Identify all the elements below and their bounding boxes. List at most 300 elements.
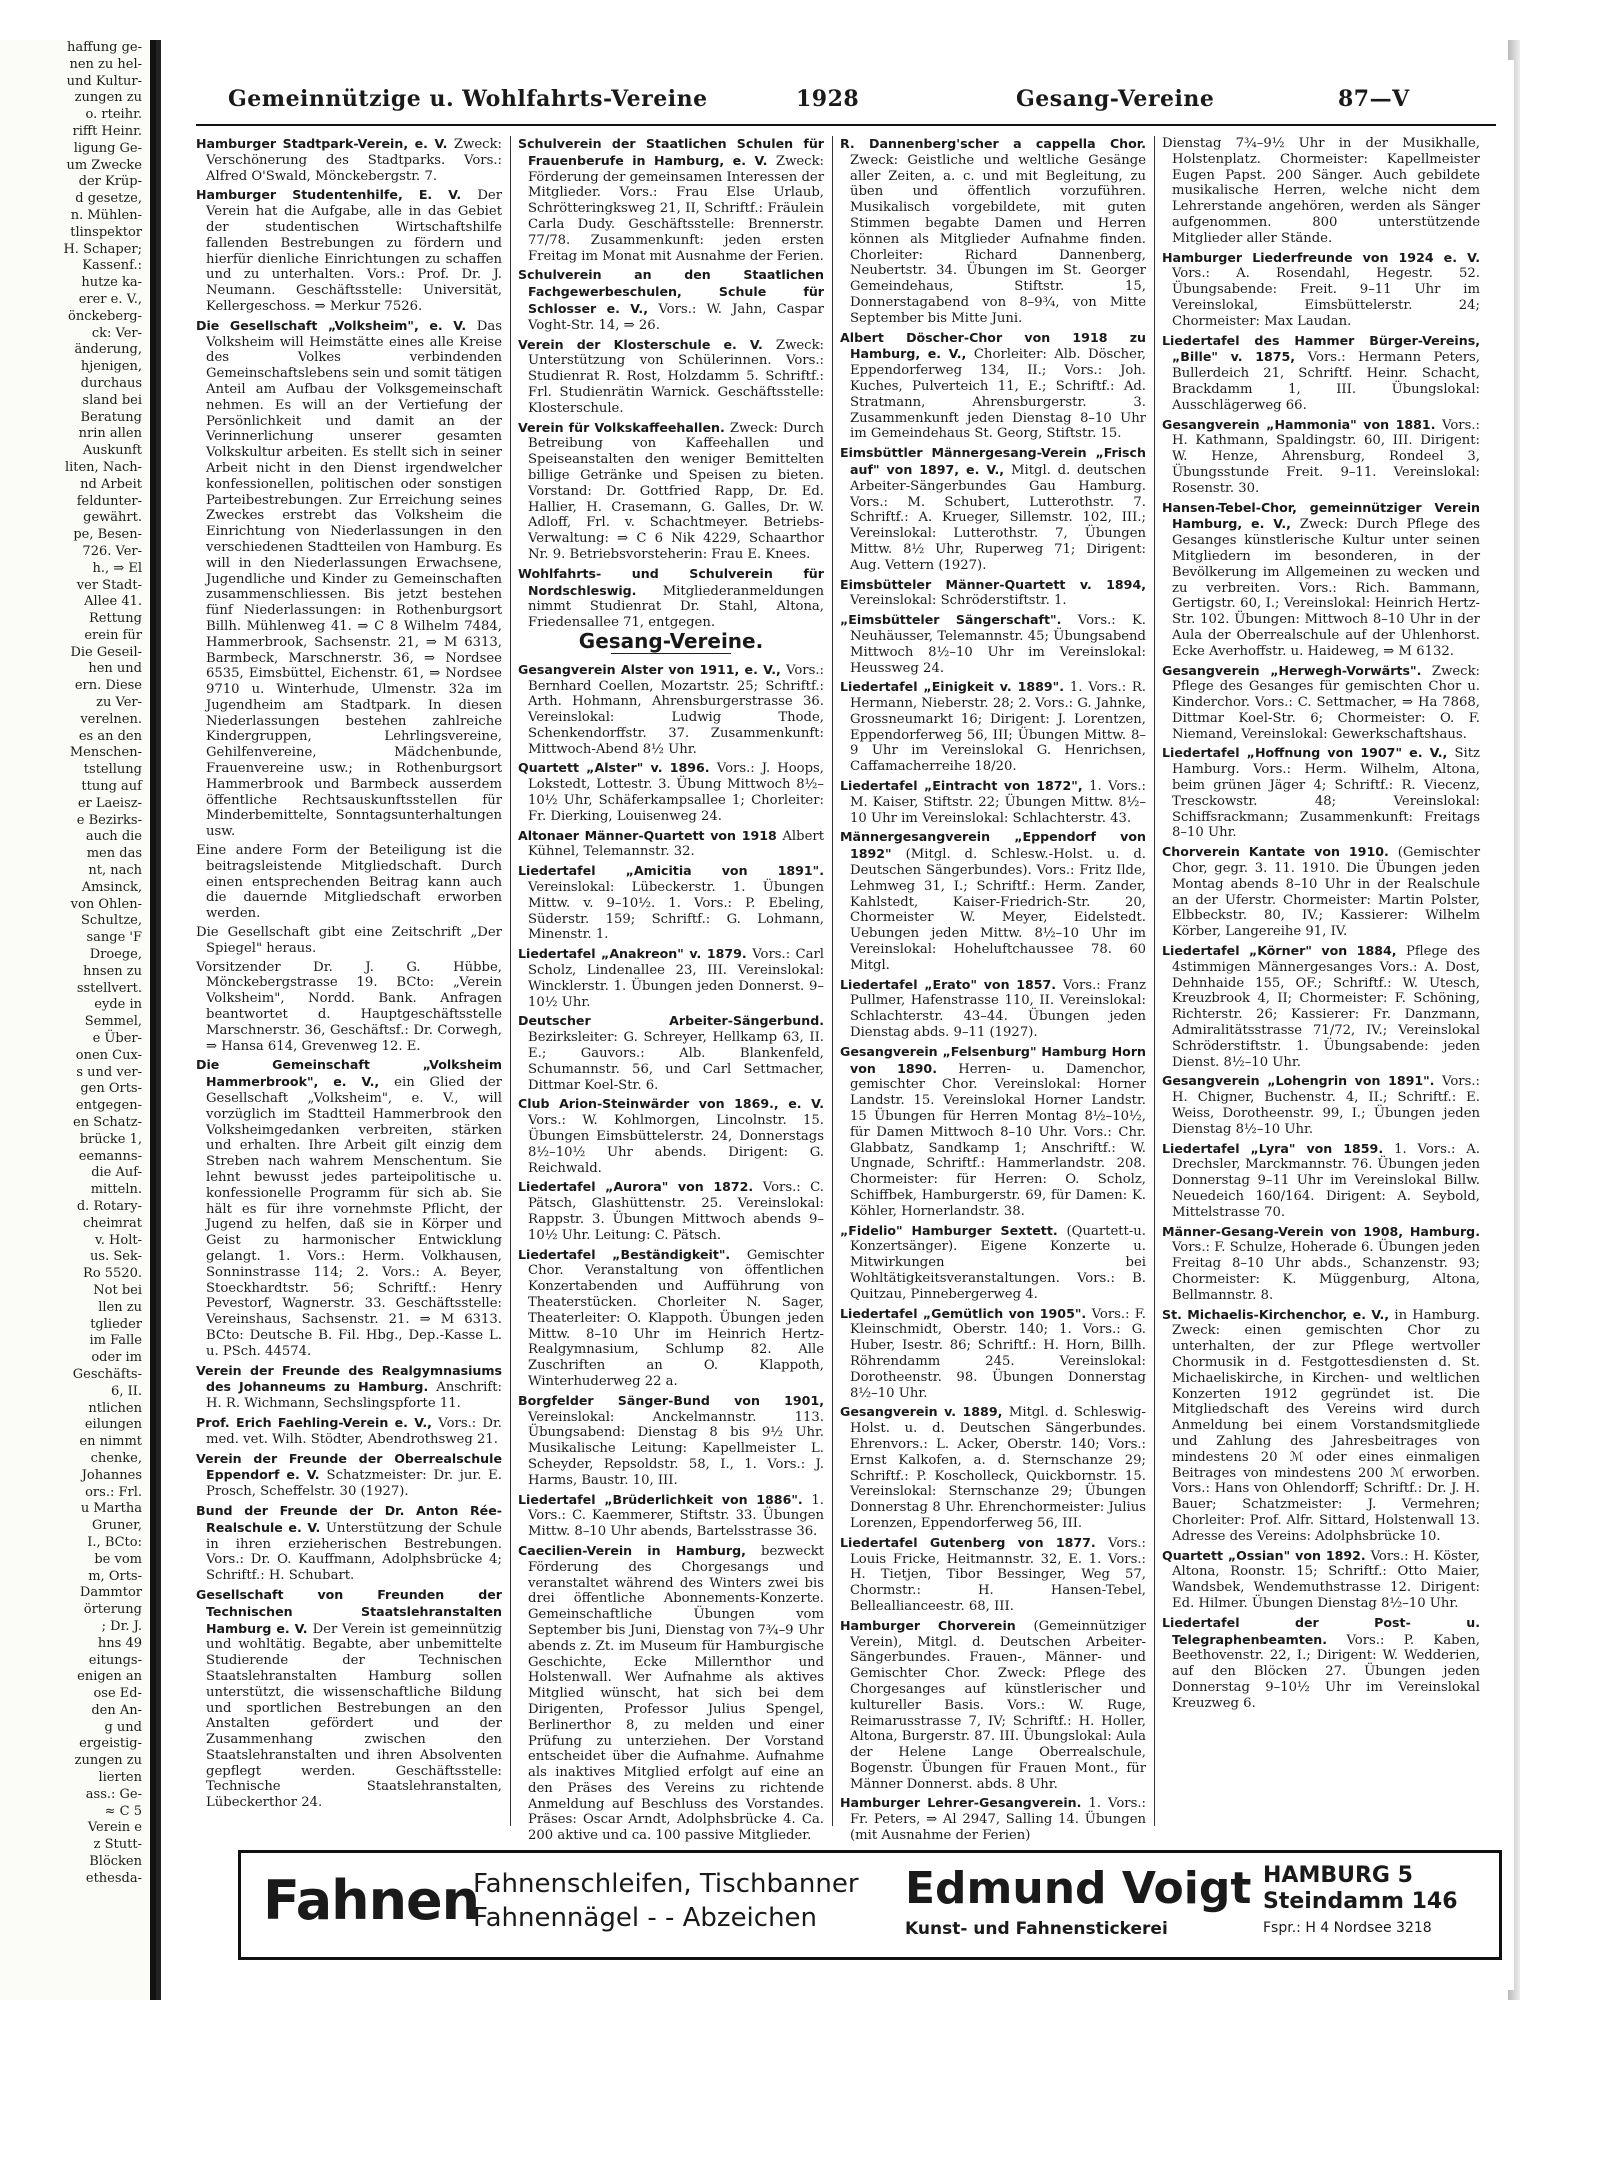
entry-text: Sitz Hamburg. Vors.: Herm. Wilhelm, Altona, beim grünen Jäger 4; Schriftf.: R. Viecenz, Tresckowstr. 48; Vereinslokal: Schiffsrackmann; Zusammenkunft: Freitags 8–10 Uhr.	[1172, 746, 1480, 841]
adjacent-page-fragment: rifft Heinr.	[72, 123, 142, 139]
directory-entry	[518, 946, 824, 1010]
ad-city: HAMBURG 5	[1263, 1863, 1413, 1888]
entry-name: Liedertafel der Post- u. Telegraphenbeamten.	[1162, 1614, 1480, 1647]
directory-entry	[1162, 745, 1480, 841]
adjacent-page-fragment: durchaus	[80, 375, 142, 391]
directory-entry	[518, 420, 824, 563]
column-4	[1162, 136, 1480, 1826]
adjacent-page-fragment: 6, II.	[111, 1383, 142, 1399]
directory-entry	[840, 1223, 1146, 1303]
entry-name: „Fidelio" Hamburger Sextett.	[840, 1222, 1067, 1238]
entry-name: Caecilien-Verein in Hamburg,	[518, 1542, 762, 1558]
adjacent-page-fragment: Ro 5520.	[83, 1266, 142, 1282]
directory-entry	[1162, 1073, 1480, 1137]
directory-entry	[518, 828, 824, 861]
adjacent-page-fragment: Beratung	[80, 409, 142, 425]
adjacent-page-fragment: m, Orts-	[88, 1568, 142, 1584]
ad-brand-name: Edmund Voigt	[905, 1863, 1252, 1914]
directory-entry	[1162, 943, 1480, 1070]
directory-entry	[1162, 136, 1480, 247]
adjacent-page-fragment: d gesetze,	[75, 191, 142, 207]
adjacent-page-fragment: entgegen-	[75, 1098, 142, 1114]
ad-product-list	[473, 1867, 859, 1935]
entry-text: Eine andere Form der Beteiligung ist die beitragsleistende Mitgliedschaft. Durch einen entsprechenden Beitrag kann auch die dauernde Mitgliedschaft erworben werden.	[196, 843, 502, 922]
entry-text: Zweck: Verschönerung des Stadtparks. Vors.: Alfred O'Swald, Mönckebergstr. 7.	[206, 137, 502, 184]
entry-name: Gesellschaft von Freunden der Technischen Staatslehranstalten Hamburg e. V.	[196, 1586, 502, 1636]
adjacent-page-fragment: Schultze,	[81, 913, 142, 929]
entry-name: St. Michaelis-Kirchenchor, e. V.,	[1162, 1306, 1395, 1322]
adjacent-page-fragment: nt, nach	[88, 863, 142, 879]
adjacent-page-fragment: liten, Nach-	[64, 459, 142, 475]
adjacent-page-fragment: nen zu hel-	[69, 56, 142, 72]
directory-entry	[1162, 333, 1480, 414]
entry-text: Dienstag 7¾–9½ Uhr in der Musikhalle, Holstenplatz. Chormeister: Kapellmeister Eugen Papst. 200 Sänger. Auch gebildete musikalische Herren, welche nicht dem Lehrerstande angehören, werden als Sänger aufgenommen. 800 unterstützende Mitglieder aller Stände.	[1162, 136, 1480, 246]
adjacent-page-fragment: änderung,	[74, 342, 142, 358]
entry-name: Liedertafel „Gemütlich von 1905".	[840, 1305, 1092, 1321]
adjacent-page-fragment: brücke 1,	[79, 1131, 142, 1147]
directory-entry	[840, 1535, 1146, 1615]
entry-name: Eimsbütteler Männer-Quartett v. 1894,	[840, 576, 1146, 592]
directory-entry	[840, 778, 1146, 826]
entry-text: Vors.: Franz Pullmer, Hafenstrasse 110, II. Vereinslokal: Schlachterstr. 43–44. Übungen jeden Dienstag abds. 9–11 (1927).	[850, 977, 1146, 1041]
entry-text: (Quartett-u. Konzertsänger). Eigene Konzerte u. Mitwirkungen bei Wohltätigkeitsveranstaltungen. Vors.: B. Quitzau, Pinnebergerweg 4.	[850, 1223, 1146, 1302]
directory-entry	[196, 843, 502, 922]
directory-entry	[518, 1179, 824, 1243]
adjacent-page-fragment: ergeistig-	[79, 1736, 142, 1752]
entry-name: Club Arion-Steinwärder von 1869., e. V.	[518, 1096, 824, 1112]
adjacent-page-fragment: I., BCto:	[87, 1534, 142, 1550]
adjacent-page-edge	[0, 40, 156, 2000]
adjacent-page-fragment: H. Schaper;	[63, 241, 142, 257]
adjacent-page-fragment: erein für	[84, 627, 142, 643]
entry-text: Vors.: Hermann Peters, Bullerdeich 21, Schriftf. Heinr. Schacht, Brackdamm 1, III. Übungslokal: Ausschlägerweg 66.	[1172, 350, 1480, 413]
adjacent-page-fragment: Kassenf.:	[82, 258, 142, 274]
adjacent-page-fragment: ethesda-	[85, 1870, 142, 1886]
running-header	[166, 86, 1506, 120]
adjacent-page-fragment: eilungen	[84, 1417, 142, 1433]
entry-text: Vereinslokal: Schröderstiftstr. 1.	[850, 593, 1067, 609]
adjacent-page-fragment: ck: Ver-	[91, 325, 142, 341]
entry-text: ein Glied der Gesellschaft „Volksheim", e. V., will vorzüglich im Stadtteil Hammerbrook den Volksheimgedanken verbreiten, stärken und erhalten. Ihre Arbeit gilt einzig dem Streben nach wahrem Menschentum. Sie lehnt bewusst jedes parteipolitische u. konfessionelle Programm für sich ab. Sie hält es für ihre vornehmste Pflicht, der Jugend zu helfen, daß sie in Körper und Geist zu harmonischer Entwicklung gelangt. 1. Vors.: Herm. Volkhausen, Sonninstrasse 114; 2. Vors.: A. Beyer, Stoeckhardtstr. 56; Schriftf.: Henry Pevestorf, Wagnerstr. 33. Geschäftsstelle: Vereinshaus, Sachsenstr. 21. ⇒ M 6313. BCto: Deutsche B. Fil. Hbg., Dep.-Kasse L. u. PSch. 44574.	[206, 1075, 502, 1359]
entry-name: Gesangverein v. 1889,	[840, 1404, 1009, 1420]
entry-name: Liedertafel „Körner" von 1884,	[1162, 943, 1406, 959]
adjacent-page-fragment: tlinspektor	[70, 224, 142, 240]
directory-entry	[518, 863, 824, 943]
column-2	[518, 136, 825, 1844]
adjacent-page-fragment: enigen an	[77, 1669, 142, 1685]
directory-entry	[518, 760, 824, 824]
entry-text: Unterstützung der Schule in ihren erzieherischen Bestrebungen. Vors.: Dr. O. Kauffmann, Adolphsbrücke 4; Schriftf.: H. Schubart.	[206, 1520, 502, 1584]
entry-text: Vors.: W. Kohlmorgen, Lincolnstr. 15. Übungen Eimsbüttelerstr. 24, Donnerstags 8½–10½ Uhr abends. Dirigent: G. Reichwald.	[528, 1113, 824, 1176]
entry-name: Liedertafel „Hoffnung von 1907" e. V.,	[1162, 745, 1455, 761]
entry-name: Verein der Freunde der Oberrealschule Eppendorf e. V.	[196, 1450, 502, 1483]
column-divider	[510, 136, 511, 1826]
adjacent-page-fragment: zungen zu	[74, 1753, 142, 1769]
directory-entry	[1162, 1224, 1480, 1304]
entry-text: Mitgl. d. deutschen Arbeiter-Sängerbundes Gau Hamburg. Vors.: M. Schubert, Lutterothstr. 7. Schriftf.: A. Krueger, Sillemstr. 102, III.; Vereinslokal: Lutterothstr. 7, Übungen Mittw. 8½ Uhr, Ruperweg 71; Dirigent: Aug. Vettern (1927).	[850, 462, 1147, 573]
directory-entry	[518, 1393, 824, 1489]
adjacent-page-fragment: eyde in	[94, 997, 142, 1013]
adjacent-page-fragment: v. Holt-	[94, 1232, 142, 1248]
entry-name: Altonaer Männer-Quartett von 1918	[518, 827, 783, 843]
directory-entry	[196, 1057, 502, 1359]
entry-name: Hamburger Stadtpark-Verein, e. V.	[196, 136, 454, 151]
adjacent-page-fragment: Johannes	[81, 1467, 142, 1483]
entry-text: Mitgliederanmeldungen nimmt Studienrat Dr. Stahl, Altona, Friedensallee 71, entgegen.	[528, 583, 824, 631]
directory-entry	[196, 318, 502, 840]
entry-text: 1. Vors.: C. Kaemmerer, Stiftstr. 33. Übungen Mittw. 8–10 Uhr abends, Bartelsstrasse 36.	[528, 1492, 824, 1540]
directory-entry	[1162, 250, 1480, 330]
adjacent-page-fragment: 726. Ver-	[82, 543, 142, 559]
ad-product-line: Fahnennägel - - Abzeichen	[473, 1903, 818, 1933]
directory-entry	[1162, 1307, 1480, 1545]
header-left-title: Gemeinnützige u. Wohlfahrts-Vereine	[228, 86, 708, 112]
directory-entry	[518, 1247, 824, 1390]
adjacent-page-fragment: örterung	[83, 1602, 142, 1618]
entry-text: 1. Vors.: A. Drechsler, Marckmannstr. 76. Übungen jeden Donnerstag 9–11 Uhr im Vereinslokal Billw. Neuedeich 160/164. Dirigent: A. Seybold, Mittelstrasse 70.	[1172, 1141, 1481, 1220]
adjacent-page-fragment: sstellvert.	[76, 980, 142, 996]
adjacent-page-fragment: er Laeisz-	[77, 795, 142, 811]
adjacent-page-fragment: d. Rotary-	[76, 1198, 142, 1214]
adjacent-page-fragment: die Auf-	[91, 1165, 142, 1181]
entry-name: Liedertafel „Brüderlichkeit von 1886".	[518, 1491, 812, 1507]
directory-entry	[840, 977, 1146, 1041]
adjacent-page-fragment: e Bezirks-	[76, 812, 142, 828]
entry-text: Vors.: Carl Scholz, Lindenallee 23, III. Vereinslokal: Wincklerstr. 1. Übungen jeden Donnerst. 9–10½ Uhr.	[528, 947, 825, 1010]
adjacent-page-fragment: hns 49	[97, 1635, 142, 1651]
entry-name: Albert Döscher-Chor von 1918 zu Hamburg, e. V.,	[840, 329, 1146, 362]
adjacent-page-fragment: Amsinck,	[81, 879, 142, 895]
ad-street: Steindamm 146	[1263, 1889, 1458, 1914]
entry-text: Anschrift: H. R. Wichmann, Sechslingspforte 11.	[206, 1380, 502, 1412]
entry-text: Der Verein ist gemeinnützig und wohltätig. Begabte, aber unbemittelte Studierende der Technischen Staatslehranstalten Hamburg sollen unterstützt, die wissenschaftliche Bildung und sportlichen Bestrebungen an den Anstalten gefördert und der Zusammenhang zwischen den Staatslehranstalten und ihren Absolventen gepflegt werden. Geschäftsstelle: Technische Staatslehranstalten, Lübeckerthor 24.	[206, 1621, 502, 1811]
directory-entry	[1162, 500, 1480, 660]
entry-name: Hamburger Chorverein	[840, 1617, 1034, 1633]
adjacent-page-fragment: nd Arbeit	[80, 476, 142, 492]
entry-name: Gesangverein „Herwegh-Vorwärts".	[1162, 662, 1432, 678]
directory-entry	[840, 1044, 1146, 1220]
adjacent-page-fragment: ; Dr. J.	[101, 1618, 142, 1634]
directory-entry	[840, 136, 1146, 327]
adjacent-page-fragment: hutze ka-	[81, 275, 142, 291]
directory-page	[166, 60, 1514, 1990]
adjacent-page-fragment: ver Stadt-	[76, 577, 142, 593]
ad-phone: Fspr.: H 4 Nordsee 3218	[1263, 1920, 1432, 1936]
adjacent-page-fragment: im Falle	[89, 1333, 142, 1349]
entry-text: Zweck: Durch Betreibung von Kaffeehallen und Speiseanstalten den weniger Bemittelten billige Getränke und Speisen zu bieten. Vorstand: Dr. Gottfried Rapp, Dr. Ed. Hallier, H. Crasemann, G. Galles, Dr. W. Adloff, Frl. v. Schachtmeyer. Betriebs-Verwaltung: ⇒ C 6 Nik 4229, Schaarthor Nr. 9. Betriebsvorsteherin: Frau E. Knees.	[528, 420, 824, 562]
adjacent-page-fragment: llen zu	[98, 1299, 142, 1315]
directory-entry	[518, 267, 824, 333]
adjacent-page-fragment: verelnen.	[80, 711, 142, 727]
adjacent-page-fragment: haffung ge-	[67, 40, 142, 55]
entry-name: Liedertafel „Einigkeit v. 1889".	[840, 679, 1070, 695]
adjacent-page-fragment: Verein e	[87, 1820, 142, 1836]
adjacent-page-fragment: Dammtor	[79, 1585, 142, 1601]
entry-name: Männergesangverein „Eppendorf von 1892"	[840, 829, 1146, 862]
column-3	[840, 136, 1147, 1844]
directory-entry	[518, 1492, 824, 1540]
entry-name: Eimsbüttler Männergesang-Verein „Frisch auf" von 1897, e. V.,	[840, 445, 1146, 477]
directory-entry	[196, 960, 502, 1055]
entry-name: Bund der Freunde der Dr. Anton Rée-Realschule e. V.	[196, 1502, 502, 1535]
adjacent-page-fragment: en nimmt	[79, 1434, 142, 1450]
entry-name: Verein für Volkskaffeehallen.	[518, 419, 730, 435]
adjacent-page-fragment: den An-	[91, 1702, 142, 1718]
entry-name: Verein der Klosterschule e. V.	[518, 336, 776, 352]
adjacent-page-fragment: z Stutt-	[93, 1837, 142, 1853]
entry-name: Männer-Gesang-Verein von 1908, Hamburg.	[1162, 1223, 1480, 1239]
entry-name: Chorverein Kantate von 1910.	[1162, 844, 1398, 860]
adjacent-page-fragment: Not bei	[93, 1282, 142, 1298]
adjacent-page-fragment: Die Geseil-	[70, 644, 142, 660]
directory-entry	[196, 1451, 502, 1500]
entry-text: Herren- u. Damenchor, gemischter Chor. Vereinslokal: Horner Landstr. 15. Vereinslokal Horner Landstr. 15 Übungen für Herren Montag 8½–10½, für Damen Mittwoch 8–10 Uhr. Vors.: Chr. Glabbatz, Sandkamp 1; Anschriftf.: W. Ungnade, Schriftf.: Hammerlandstr. 208. Chormeister: für Herren: O. Scholz, Schiffbek, Hamburgerstr. 69, für Damen: K. Köhler, Hornerlandstr. 38.	[850, 1061, 1146, 1219]
adjacent-page-fragment: s und ver-	[76, 1064, 142, 1080]
entry-text: Albert Kühnel, Telemannstr. 32.	[528, 828, 824, 860]
ad-headline: Fahnen	[263, 1869, 480, 1932]
adjacent-page-fragment: zungen zu	[74, 90, 142, 106]
adjacent-page-fragment: zu Ver-	[96, 695, 142, 711]
entry-text: 1. Vors.: Fr. Peters, ⇒ Al 2947, Salling 14. Übungen (mit Ausnahme der Ferien)	[850, 1796, 1146, 1844]
adjacent-page-fragment: Semmel,	[84, 1014, 142, 1030]
entry-text: Vors.: H. Chigner, Buchenstr. 4, II.; Schriftf.: E. Weiss, Dorotheenstr. 99, I.; Übungen jeden Dienstag 8½–10 Uhr.	[1172, 1074, 1480, 1137]
adjacent-page-fragment: gen Orts-	[80, 1081, 142, 1097]
directory-entry	[840, 829, 1146, 973]
adjacent-page-fragment: u Martha	[80, 1501, 142, 1517]
entry-name: Die Gemeinschaft „Volksheim Hammerbrook", e. V.,	[196, 1057, 502, 1090]
adjacent-page-fragment: ≈ C 5	[104, 1803, 142, 1819]
entry-name: Hamburger Lehrer-Gesangverein.	[840, 1795, 1089, 1811]
directory-entry	[840, 612, 1146, 676]
adjacent-page-fragment: en Schatz-	[73, 1115, 142, 1130]
adjacent-page-fragment: ose Ed-	[93, 1686, 142, 1702]
entry-text: Pflege des 4stimmigen Männergesanges Vors.: A. Dost, Dehnhaide 155, OF.; Schriftf.: W. Utesch, Kreuzbrook 4, II; Chormeister: F. Schöning, Richterstr. 26; Kassierer: Fr. Danzmann, Admiralitätsstrasse 71/72, IV.; Vereinslokal Schröderstiftstr. 1. Übungsabende: jeden Dienst. 8½–10 Uhr.	[1172, 944, 1480, 1070]
adjacent-page-fragment: Allee 41.	[84, 594, 142, 610]
entry-name: Liedertafel „Anakreon" v. 1879.	[518, 946, 753, 962]
adjacent-page-fragment: von Ohlen-	[70, 896, 142, 912]
advertisement-box	[238, 1850, 1502, 1960]
entry-text: Vors.: K. Neuhäusser, Telemannstr. 45; Übungsabend Mittwoch 8½–10 Uhr im Vereinslokal: Heussweg 24.	[850, 613, 1146, 676]
entry-text: Zweck: Förderung der gemeinsamen Interessen der Mitglieder. Vors.: Frau Else Urlaub, Schrötteringksweg 21, II, Schriftf.: Fräulein Carla Dudy. Geschäftsstelle: Brennerstr. 77/78. Zusammenkunft: jeden ersten Freitag im Monat mit Ausnahme der Ferien.	[528, 153, 824, 264]
entry-name: Liedertafel „Erato" von 1857.	[840, 976, 1063, 992]
directory-entry	[1162, 663, 1480, 743]
adjacent-page-fragment: Geschäfts-	[72, 1366, 142, 1382]
entry-text: 1. Vors.: M. Kaiser, Stiftstr. 22; Übungen Mittw. 8½–10 Uhr im Vereinslokal: Schlachterstr. 43.	[850, 779, 1146, 826]
entry-name: Liedertafel „Amicitia von 1891".	[518, 863, 824, 879]
entry-name: Hamburger Liederfreunde von 1924 e. V.	[1162, 249, 1480, 265]
directory-entry	[1162, 844, 1480, 940]
entry-text: Vereinslokal: Lübeckerstr. 1. Übungen Mittw. v. 9–10½. 1. Vors.: P. Ebeling, Süderstr. 159; Schriftf.: G. Lohmann, Minenstr. 1.	[528, 880, 824, 943]
adjacent-page-fragment: ass.: Ge-	[85, 1786, 142, 1802]
directory-entry	[518, 136, 824, 264]
adjacent-page-fragment: ttung auf	[81, 779, 142, 795]
directory-entry	[1162, 1548, 1480, 1612]
entry-text: Die Gesellschaft gibt eine Zeitschrift „Der Spiegel" heraus.	[196, 925, 502, 956]
entry-name: Quartett „Ossian" von 1892.	[1162, 1547, 1371, 1563]
entry-text: Vors.: F. Kleinschmidt, Oberstr. 140; 1. Vors.: G. Huber, Isestr. 86; Schriftf.: H. Horn, Billh. Röhrendamm 245. Vereinslokal: Dorotheenstr. 98. Übungen Donnerstag 8½–10 Uhr.	[850, 1306, 1146, 1401]
adjacent-page-fragment: Menschen-	[69, 745, 142, 761]
adjacent-page-fragment: hjenigen,	[80, 359, 142, 375]
entry-name: Wohlfahrts- und Schulverein für Nordschleswig.	[518, 565, 824, 598]
adjacent-page-fragment: hen und	[88, 661, 142, 677]
adjacent-page-fragment: be vom	[94, 1551, 142, 1567]
adjacent-page-fragment: Blöcken	[89, 1854, 142, 1870]
directory-entry	[518, 1013, 824, 1093]
adjacent-page-fragment: sland bei	[82, 392, 142, 408]
directory-entry	[840, 445, 1146, 573]
entry-text: Mitgl. d. Schleswig-Holst. u. d. Deutschen Sängerbundes. Ehrenvors.: L. Acker, Oberstr. 140; Vors.: Ernst Kalkofen, a. d. Sternschanze 29; Schriftf.: P. Koscholleck, Quickbornstr. 15. Vereinslokal: Sternschanze 29; Übungen Donnerstag 8 Uhr. Ehrenchormeister: Julius Lorenzen, Eppendorferweg 56, III.	[850, 1405, 1147, 1531]
directory-entry	[840, 679, 1146, 775]
entry-text: Vors.: A. Rosendahl, Hegestr. 52. Übungsabende: Freit. 9–11 Uhr im Vereinslokal, Eimsbüttelerstr. 24; Chormeister: Max Laudan.	[1172, 266, 1480, 329]
adjacent-page-fragment: h., ⇒ El	[92, 560, 142, 576]
entry-text: (Gemischter Chor, gegr. 3. 11. 1910. Die Übungen jeden Montag abends 8–10 Uhr in der Realschule an der Uferstr. Chormeister: Martin Polster, Elbbeckstr. 80, IV.; Kassierer: Wilhelm Körber, Langereihe 91, IV.	[1172, 845, 1480, 940]
directory-entry	[196, 1587, 502, 1811]
adjacent-page-fragment: auch die	[85, 829, 142, 845]
directory-entry	[1162, 1615, 1480, 1712]
entry-text: Zweck: Geistliche und weltliche Gesänge aller Zeiten, a. c. und mit Begleitung, zu üben und öffentlich vorzuführen. Musikalisch vorgebildete, mit guten Stimmen begabte Damen und Herren können als Mitglieder Aufnahme finden. Chorleiter: Richard Dannenberg, Neubertstr. 34. Übungen im St. Georger Gemeindehaus, Stiftstr. 15, Donnerstagabend von 8–9¾, von Mitte September bis Mitte Juni.	[850, 152, 1146, 326]
entry-name: Liedertafel „Eintracht von 1872",	[840, 778, 1090, 794]
entry-text: Schatzmeister: Dr. jur. E. Prosch, Scheffelstr. 30 (1927).	[206, 1468, 502, 1500]
entry-text: Vors.: Dr. med. vet. Wilh. Stödter, Abendrothsweg 21.	[206, 1415, 502, 1447]
adjacent-page-fragment: Auskunft	[82, 443, 142, 459]
entry-text: bezweckt Förderung des Chorgesangs und veranstaltet während des Winters zwei bis drei öffentliche Abonnements-Konzerte. Gemeinschaftliche Übungen vom September bis Juni, Dienstag von 7¾–9 Uhr abends z. Zt. im Museum für Hamburgische Geschichte, Ecke Millernthor und Holstenwall. Wer Aufnahme als aktives Mitglied wünscht, hat sich bei dem Dirigenten, Professor Julius Spengel, Berlinerthor 8, zu melden und einer Prüfung zu unterziehen. Der Vorstand entscheidet über die Aufnahme. Aufnahme als inaktives Mitglied erfolgt auf eine an den Präses des Vereins zu richtende Anmeldung auf Beschluss des Vorstandes. Präses: Oscar Arndt, Adolphsbrücke 4. Ca. 200 aktive und ca. 100 passive Mitglieder.	[528, 1543, 824, 1844]
entry-text: Gemischter Chor. Veranstaltung von öffentlichen Konzertabenden und Aufführung von Theaterstücken. Chorleiter N. Sager, Theaterleiter: O. Klappoth. Übungen jeden Mittw. 8–10 Uhr im Heinrich Hertz-Realgymnasium, Schlump 82. Alle Zuschriften an O. Klappoth, Winterhuderweg 22 a.	[528, 1247, 824, 1389]
entry-text: Vors.: Louis Fricke, Heitmannstr. 32, E. 1. Vors.: H. Tietjen, Tibor Bessinger, Weg 57, Chormstr.: H. Hansen-Tebel, Belleallianceestr. 68, III.	[850, 1535, 1146, 1614]
entry-name: Gesangverein „Hammonia" von 1881.	[1162, 416, 1443, 432]
column-divider	[1154, 136, 1155, 1826]
column-divider	[832, 136, 833, 1826]
ad-brand-subtitle: Kunst- und Fahnenstickerei	[905, 1919, 1168, 1939]
directory-entry	[196, 1415, 502, 1448]
adjacent-page-fragment: e Über-	[92, 1031, 142, 1047]
adjacent-page-fragment: hnsen zu	[83, 963, 142, 979]
entry-name: Gesangverein Alster von 1911, e. V.,	[518, 661, 787, 677]
adjacent-page-fragment: ern. Diese	[74, 678, 142, 694]
entry-name: Quartett „Alster" v. 1896.	[518, 760, 717, 776]
entry-text: 1. Vors.: R. Hermann, Nieberstr. 28; 2. Vors.: G. Jahnke, Grossneumarkt 16; Dirigent: J. Lorentzen, Eppendorferweg 56, III; Übungen Mittw. 8–9 Uhr im Vereinslokal G. Henrichsen, Caffamacherreihe 18/20.	[850, 680, 1146, 775]
entry-name: Schulverein an den Staatlichen Fachgewerbeschulen, Schule für Schlosser e. V.,	[518, 267, 824, 316]
directory-entry	[840, 1404, 1146, 1531]
entry-text: Zweck: Unterstützung von Schülerinnen. Vors.: Studienrat R. Rost, Holzdamm 5. Schriftf.: Frl. Studienrätin Warnick. Geschäftsstelle: Klosterschule.	[528, 337, 824, 416]
directory-entry	[518, 566, 824, 631]
directory-entry	[196, 187, 502, 314]
directory-entry	[196, 1363, 502, 1412]
entry-name: Liedertafel Gutenberg von 1877.	[840, 1534, 1109, 1550]
adjacent-page-fragment: sange 'F	[86, 930, 142, 946]
entry-name: Die Gesellschaft „Volksheim", e. V.	[196, 317, 477, 333]
entry-text: (Mitgl. d. Schlesw.-Holst. u. d. Deutschen Sängerbundes). Vors.: Fritz Ilde, Lehmweg 31, I.; Schriftf.: Herm. Zander, Kahlstedt, Kaiser-Friedrich-Str. 20, Chormeister W. Meyer, Eidelstedt. Uebungen jeden Mittw. 8½–10 Uhr im Vereinslokal: Hoheluftchaussee 78. 60 Mitgl.	[850, 847, 1146, 973]
entry-text: Vors.: F. Schulze, Hoherade 6. Übungen jeden Freitag 8–10 Uhr abds., Schanzenstr. 93; Chormeister: K. Müggenburg, Altona, Bellmannstr. 8.	[1172, 1240, 1480, 1303]
entry-text: in Hamburg. Zweck: einen gemischten Chor zu unterhalten, der zur Pflege wertvoller Chormusik in d. Festgottesdiensten d. St. Michaeliskirche, in Kirchen- und weltlichen Konzerten 1912 gegründet ist. Die Mitgliedschaft des Vereins wird durch Anmeldung bei einem Vorstandsmitgliede und Zahlung des Jahresbeitrages von mindestens 20 ℳ oder eines einmaligen Beitrages von mindestens 200 ℳ erworben. Vors.: Hans von Ohlendorff; Schriftf.: Dr. J. H. Bauer; Schatzmeister: J. Vermehren; Chorleiter: Prof. Alfr. Sittard, Holstenwall 13. Adresse des Vereins: Adolphsbrücke 10.	[1172, 1307, 1480, 1544]
page-gutter	[156, 40, 161, 2000]
adjacent-page-fragment: eemanns-	[78, 1148, 142, 1164]
entry-text: Vors.: C. Pätsch, Glashüttenstr. 25. Vereinslokal: Rappstr. 3. Übungen Mittwoch abends 9–10½ Uhr. Leitung: C. Pätsch.	[528, 1180, 824, 1243]
adjacent-page-fragment: oder im	[91, 1350, 142, 1366]
adjacent-page-fragment: feldunter-	[76, 493, 142, 509]
adjacent-page-fragment: Gruner,	[92, 1518, 142, 1534]
directory-entry	[196, 1503, 502, 1584]
adjacent-page-fragment: Rettung	[89, 611, 142, 627]
entry-text: Der Verein hat die Aufgabe, alle in das Gebiet der studentischen Wirtschaftshilfe fallenden Bestrebungen zu fördern und hierfür dienliche Einrichtungen zu schaffen und zu unterhalten. Vors.: Prof. Dr. J. Neumann. Geschäftsstelle: Universität, Kellergeschoss. ⇒ Merkur 7526.	[206, 188, 502, 314]
adjacent-page-fragment: chenke,	[90, 1450, 142, 1466]
adjacent-page-fragment: ntlichen	[88, 1400, 142, 1416]
entry-name: Hansen-Tebel-Chor, gemeinnütziger Verein Hamburg, e. V.,	[1162, 499, 1480, 532]
adjacent-page-fragment: der Krüp-	[78, 174, 142, 190]
adjacent-page-fragment: Droege,	[89, 947, 142, 963]
adjacent-page-fragment: und Kultur-	[66, 73, 142, 89]
directory-entry	[840, 1618, 1146, 1793]
directory-entry	[1162, 417, 1480, 497]
entry-name: Prof. Erich Faehling-Verein e. V.,	[196, 1414, 439, 1430]
entry-text: Vors.: P. Kaben, Beethovenstr. 22, I.; Dirigent: W. Wedderien, auf den Blöcken 27. Übungen jeden Donnerstag 9–10½ Uhr im Vereinslokal Kreuzweg 6.	[1172, 1632, 1480, 1711]
entry-name: Schulverein der Staatlichen Schulen für Frauenberufe in Hamburg, e. V.	[518, 136, 824, 168]
directory-entry	[840, 330, 1146, 443]
entry-text: Zweck: Durch Pflege des Gesanges künstlerische Kultur unter seinen Mitgliedern im besonderen, in der Bevölkerung im Allgemeinen zu wecken und zu verbreiten. Vors.: Rich. Bammann, Gertigstr. 60, I.; Vereinslokal: Heinrich Hertz-Str. 102. Übungen: Mittwoch 8–10 Uhr in der Aula der Oberrealschule auf der Uhlenhorst. Ecke Averhoffstr. u. Haideweg, ⇒ M 6132.	[1172, 517, 1480, 659]
entry-text: Vereinslokal: Anckelmannstr. 113. Übungsabend: Dienstag 8 bis 9½ Uhr. Musikalische Leitung: Kapellmeister L. Scheyder, Repsoldstr. 58, I., 1. Vors.: J. Harms, Baustr. 10, III.	[528, 1409, 824, 1488]
adjacent-page-fragment: mitteln.	[90, 1182, 142, 1198]
adjacent-page-fragment: ligung Ge-	[73, 140, 142, 156]
directory-entry	[196, 136, 502, 184]
adjacent-page-fragment: um Zwecke	[66, 157, 142, 173]
entry-name: Liedertafel „Lyra" von 1859.	[1162, 1140, 1395, 1156]
entry-name: Liedertafel „Aurora" von 1872.	[518, 1179, 763, 1195]
adjacent-page-fragment: tstellung	[83, 762, 142, 778]
header-page-number: 87—V	[1338, 86, 1410, 112]
entry-name: Gesangverein „Lohengrin von 1891".	[1162, 1073, 1443, 1089]
adjacent-page-fragment: onen Cux-	[75, 1047, 142, 1063]
adjacent-page-fragment: g und	[104, 1719, 142, 1735]
entry-name: Liedertafel „Beständigkeit".	[518, 1246, 747, 1262]
adjacent-page-fragment: o. rteihr.	[85, 107, 142, 123]
directory-entry	[518, 1096, 824, 1176]
entry-name: R. Dannenberg'scher a cappella Chor.	[840, 136, 1146, 151]
adjacent-page-fragment: gewährt.	[83, 510, 142, 526]
entry-name: Hamburger Studentenhilfe, E. V.	[196, 187, 478, 203]
entry-text: Vors.: W. Jahn, Caspar Voght-Str. 14, ⇒ 26.	[528, 301, 824, 333]
entry-name: Gesangverein „Felsenburg" Hamburg Horn von 1890.	[840, 1043, 1146, 1076]
column-1	[196, 136, 502, 1826]
adjacent-page-fragment: ors.: Frl.	[85, 1484, 142, 1500]
entry-text: Vors.: J. Hoops, Lokstedt, Lottestr. 3. Übung Mittwoch 8½–10½ Uhr, Schäferkampsallee 1; Chorleiter: Fr. Dierking, Louisenweg 24.	[528, 761, 824, 824]
entry-text: Zweck: Pflege des Gesanges für gemischten Chor u. Kinderchor. Vors.: C. Settmacher, ⇒ Ha 7868, Dittmar Koel-Str. 6; Chormeister: O. F. Niemand, Vereinslokal: Gewerkschaftshaus.	[1172, 663, 1480, 742]
entry-text: Vors.: H. Köster, Altona, Roonstr. 15; Schriftf.: Otto Maier, Wandsbek, Wendemuthstrasse 12. Dirigent: Ed. Hilmer. Übungen Dienstag 8½–10 Uhr.	[1172, 1548, 1481, 1611]
directory-entry	[518, 337, 824, 417]
ad-product-line: Fahnenschleifen, Tischbanner	[473, 1869, 859, 1899]
adjacent-page-fragment: erer e. V.,	[78, 291, 142, 307]
adjacent-page-fragment: pe, Besen-	[73, 527, 142, 543]
directory-entry	[518, 1543, 824, 1844]
adjacent-page-fragment: önckeberg-	[68, 308, 142, 324]
adjacent-page-fragment: cheimrat	[82, 1215, 142, 1231]
adjacent-page-fragment: nrin allen	[78, 426, 142, 442]
entry-text: Chorleiter: Alb. Döscher, Eppendorferweg 134, II.; Vors.: Joh. Kuches, Pulverteich 11, E.; Schriftf.: Ad. Stratmann, Ahrensburgerstr. 3. Zusammenkunft jeden Dienstag 8–10 Uhr im Gemeindehaus St. Georg, Stiftstr. 15.	[850, 347, 1147, 442]
entry-text: Vors.: H. Kathmann, Spaldingstr. 60, III. Dirigent: W. Henze, Ahrensburg, Rondeel 3, Übungsstunde Freit. 9–11. Vereinslokal: Rosenstr. 30.	[1172, 417, 1480, 496]
directory-entry	[196, 925, 502, 957]
entry-name: Verein der Freunde des Realgymnasiums des Johanneums zu Hamburg.	[196, 1362, 502, 1395]
adjacent-page-fragment: men das	[86, 846, 142, 862]
entry-text: (Gemeinnütziger Verein), Mitgl. d. Deutschen Arbeiter-Sängerbundes. Frauen-, Männer- und Gemischter Chor. Zweck: Pflege des Chorgesanges auf künstlerischer und kultureller Basis. Vors.: W. Ruge, Reimarusstrasse 7, IV; Schriftf.: H. Holler, Altona, Burgerstr. 87. III. Übungslokal: Aula der Helene Lange Oberrealschule, Bogenstr. Übungen für Frauen Mont., für Männer Donnerst. abds. 8 Uhr.	[850, 1618, 1146, 1792]
section-heading: Gesang-Vereine.	[578, 628, 764, 653]
header-rule	[196, 124, 1496, 126]
entry-name: Liedertafel des Hammer Bürger-Vereins, „Bille" v. 1875,	[1162, 332, 1480, 365]
entry-name: Borgfelder Sänger-Bund von 1901,	[518, 1392, 824, 1408]
adjacent-page-fragment: es an den	[78, 728, 142, 744]
directory-entry	[840, 1795, 1146, 1843]
adjacent-page-fragment: eitungs-	[88, 1652, 142, 1668]
adjacent-page-fragment: us. Sek-	[90, 1249, 142, 1265]
adjacent-page-fragment: tglieder	[90, 1316, 142, 1332]
directory-entry	[840, 577, 1146, 610]
